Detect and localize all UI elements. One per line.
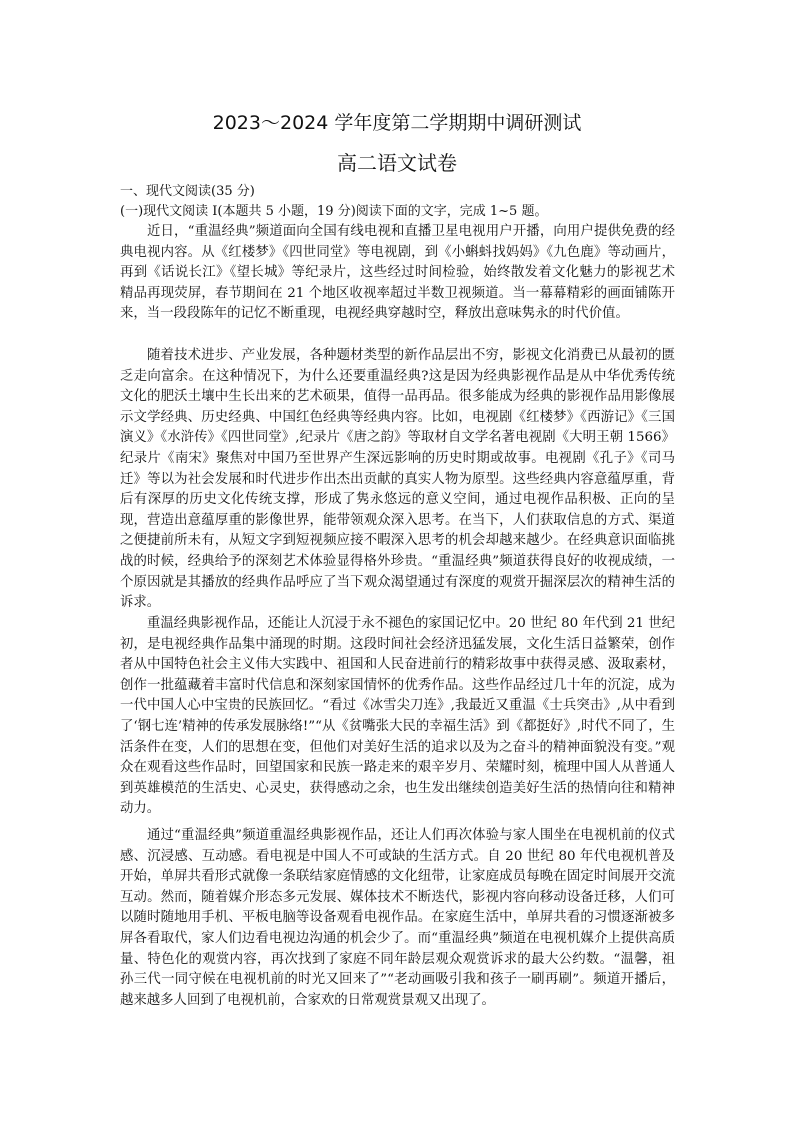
- subsection-heading: (一)现代文阅读 I(本题共 5 小题，19 分)阅读下面的文字，完成 1~5 题。: [120, 204, 548, 219]
- paragraph-1: 近日，“重温经典”频道面向全国有线电视和直播卫星电视用户开播，向用户提供免费的经典电视内容。从《红楼梦》《四世同堂》等电视剧，到《小蝌蚪找妈妈》《九色鹿》等动画片，再到《话说长江》《望长城》等纪录片，这些经过时间检验，始终散发着文化魅力的影视艺术精品再现荧屏，春节期间在 21 个地区收视率超过半数卫视频道。当一幕幕精彩的画面铺陈开来，当一段段陈年的记忆不断重现，电视经典穿越时空，释放出意味隽永的时代价值。: [120, 224, 675, 322]
- section-heading: 一、现代文阅读(35 分): [120, 184, 255, 199]
- paragraph-3: 重温经典影视作品，还能让人沉浸于永不褪色的家国记忆中。20 世纪 80 年代到 21 世纪初，是电视经典作品集中涌现的时期。这段时间社会经济迅猛发展，文化生活日益繁荣，创作者从中国特色社会主义伟大实践中、祖国和人民奋进前行的精彩故事中获得灵感、汲取素材，创作一批蕴藏着丰富时代信息和深刻家国情怀的优秀作品。这些作品经过几十年的沉淀，成为一代中国人心中宝贵的民族回忆。“看过《冰雪尖刀连》,我最近又重温《士兵突击》,从中看到了‘钢七连’精神的传承发展脉络!”“从《贫嘴张大民的幸福生活》到《都挺好》,时代不同了，生活条件在变，人们的思想在变，但他们对美好生活的追求以及为之奋斗的精神面貌没有变。”观众在观看这些作品时，回望国家和民族一路走来的艰辛岁月、荣耀时刻，梳理中国人从普通人到英雄模范的生活史、心灵史，获得感动之余，也生发出继续创造美好生活的热情向往和精神动力。: [120, 616, 675, 817]
- paragraph-4: 通过“重温经典”频道重温经典影视作品，还让人们再次体验与家人围坐在电视机前的仪式感、沉浸感、互动感。看电视是中国人不可或缺的生活方式。自 20 世纪 80 年代电视机普及开始，单屏共看形式就像一条联结家庭情感的文化纽带，让家庭成员每晚在固定时间展开交流互动。然而，随着媒介形态多元发展、媒体技术不断迭代，影视内容向移动设备迁移，人们可以随时随地用手机、平板电脑等设备观看电视作品。在家庭生活中，单屏共看的习惯逐渐被多屏各看取代，家人们边看电视边沟通的机会少了。而“重温经典”频道在电视机媒介上提供高质量、特色化的观赏内容，再次找到了家庭不同年龄层观众观赏诉求的最大公约数。“温馨，祖孙三代一同守候在电视机前的时光又回来了”“老动画吸引我和孩子一刷再刷”。频道开播后，越来越多人回到了电视机前，合家欢的日常观赏景观又出现了。: [120, 828, 675, 1008]
- exam-title: 2023～2024 学年度第二学期期中调研测试: [212, 112, 582, 134]
- exam-subtitle: 高二语文试卷: [337, 151, 457, 175]
- paragraph-2: 随着技术进步、产业发展，各种题材类型的新作品层出不穷，影视文化消费已从最初的匮乏走向富余。在这种情况下，为什么还要重温经典?这是因为经典影视作品是从中华优秀传统文化的肥沃土壤中生长出来的艺术硕果，值得一品再品。很多能成为经典的影视作品用影像展示文学经典、历史经典、中国红色经典等经典内容。比如，电视剧《红楼梦》《西游记》《三国演义》《水浒传》《四世同堂》,纪录片《唐之韵》等取材自文学名著电视剧《大明王朝 1566》 纪录片《南宋》聚焦对中国乃至世界产生深远影响的历史时期或故事。电视剧《孔子》《司马迁》等以为社会发展和时代进步作出杰出贡献的真实人物为原型。这些经典内容意蕴厚重，背后有深厚的历史文化传统支撑，形成了隽永悠远的意义空间，通过电视作品积极、正向的呈现，营造出意蕴厚重的影像世界，能带领观众深入思考。在当下，人们获取信息的方式、渠道之便捷前所未有，从短文字到短视频应接不暇深入思考的机会却越来越少。在经典意识面临挑战的时候，经典给予的深刻艺术体验显得格外珍贵。“重温经典”频道获得良好的收视成绩，一个原因就是其播放的经典作品呼应了当下观众渴望通过有深度的观赏开掘深层次的精神生活的诉求。: [120, 348, 675, 611]
